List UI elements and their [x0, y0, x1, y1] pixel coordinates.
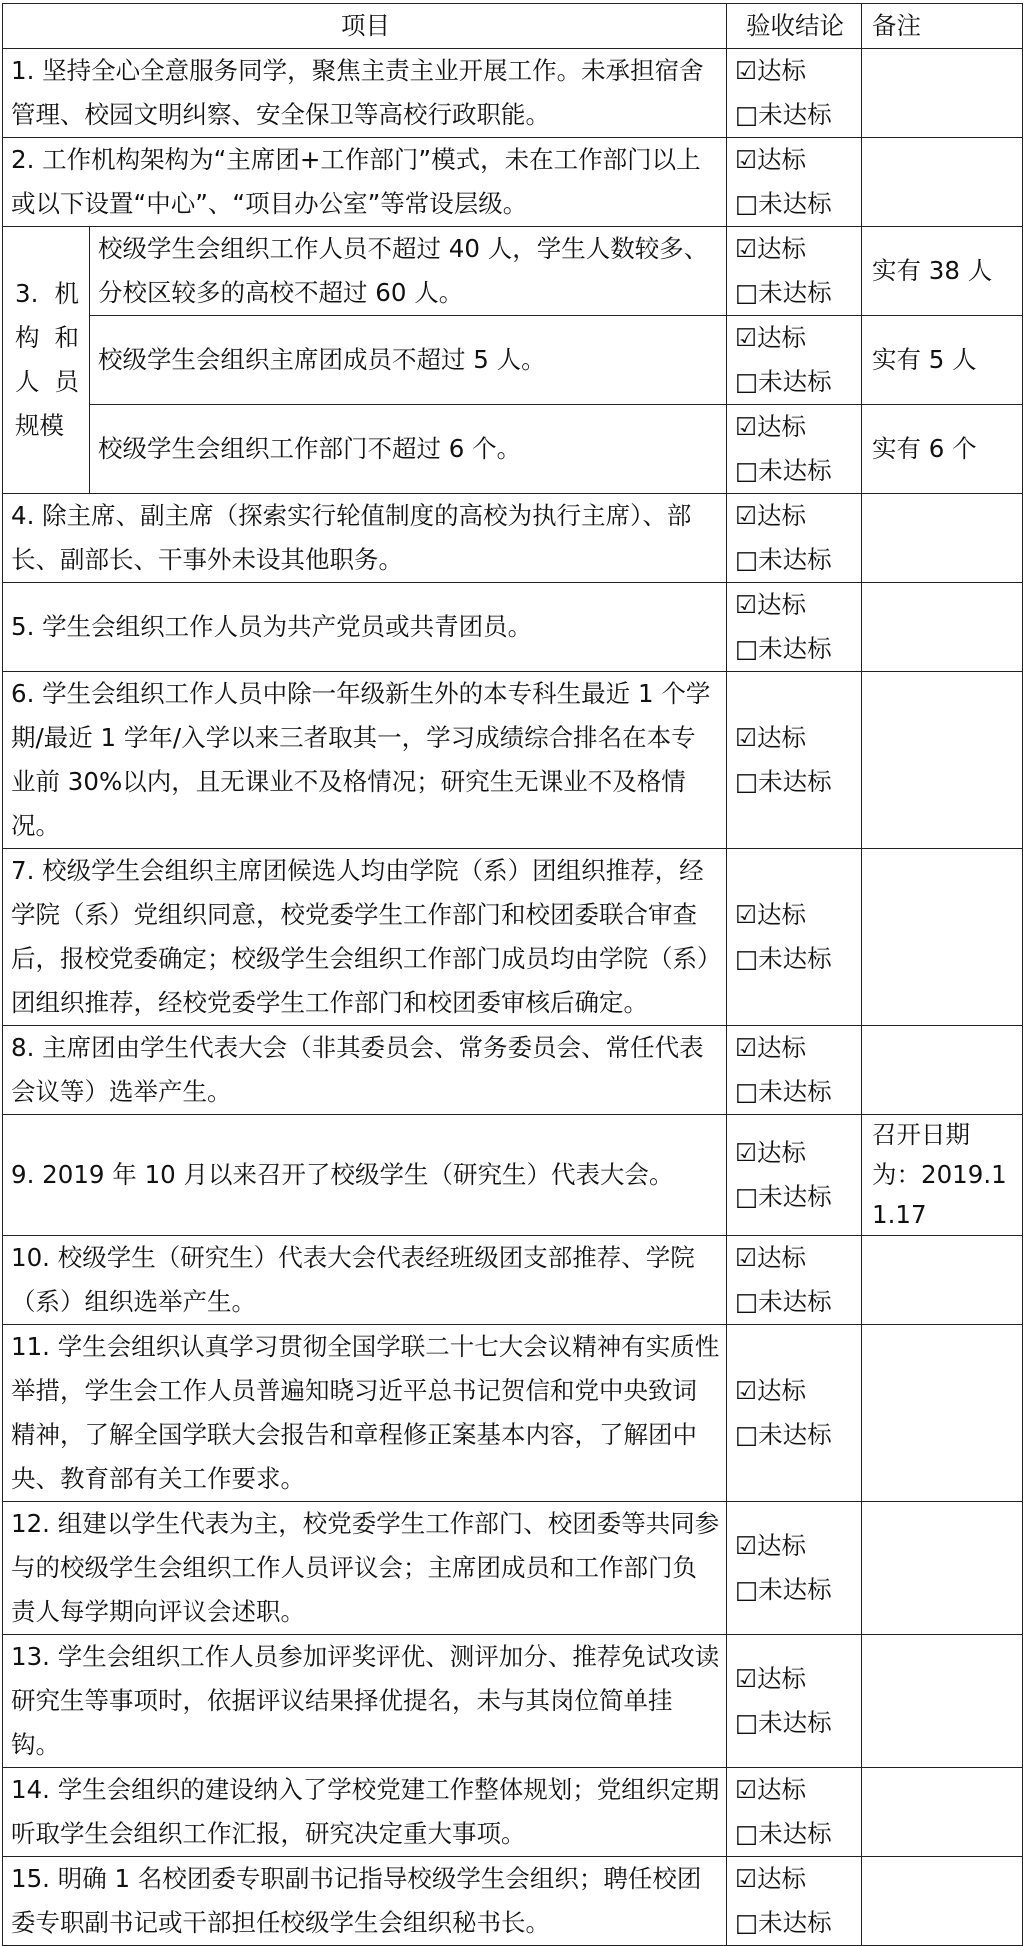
result-cell: [727, 1635, 862, 1768]
note-cell: 召开日期为：2019.11.17: [862, 1115, 1023, 1236]
result-cell: [727, 1236, 862, 1325]
result-cell: [727, 49, 862, 138]
table-row: [3, 405, 1023, 494]
note-cell: [862, 672, 1023, 849]
item-text: 校级学生会组织主席团成员不超过 5 人。: [90, 316, 727, 405]
table-row: [3, 1115, 1023, 1236]
note-cell: [862, 1635, 1023, 1768]
table-row: [3, 49, 1023, 138]
result-cell: [727, 227, 862, 316]
checkbox-pass[interactable]: ☑达标: [735, 1243, 806, 1272]
result-cell: [727, 1115, 862, 1236]
table-row: [3, 227, 1023, 316]
checkbox-pass[interactable]: ☑达标: [735, 590, 806, 619]
group-3-label-line: 人 员: [15, 367, 79, 396]
item-text: 15. 明确 1 名校团委专职副书记指导校级学生会组织；聘任校团委专职副书记或干部担任校级学生会组织秘书长。: [3, 1857, 727, 1946]
checkbox-fail[interactable]: □未达标: [735, 1819, 832, 1848]
checkbox-pass[interactable]: ☑达标: [735, 56, 806, 85]
checkbox-fail[interactable]: □未达标: [735, 1077, 832, 1106]
checkbox-fail[interactable]: □未达标: [735, 278, 832, 307]
item-text: 6. 学生会组织工作人员中除一年级新生外的本专科生最近 1 个学期/最近 1 学年/入学以来三者取其一，学习成绩综合排名在本专业前 30%以内，且无课业不及格情况；研究生无课业不及格情况。: [3, 672, 727, 849]
table-row: [3, 494, 1023, 583]
checkbox-fail[interactable]: □未达标: [735, 100, 832, 129]
item-text: 12. 组建以学生代表为主，校党委学生工作部门、校团委等共同参与的校级学生会组织工作人员评议会；主席团成员和工作部门负责人每学期向评议会述职。: [3, 1502, 727, 1635]
note-cell: 实有 6 个: [862, 405, 1023, 494]
group-3-label: [3, 227, 90, 494]
result-cell: [727, 1026, 862, 1115]
result-cell: [727, 494, 862, 583]
note-cell: [862, 1857, 1023, 1946]
note-cell: [862, 1026, 1023, 1115]
table-row: [3, 849, 1023, 1026]
checkbox-pass[interactable]: ☑达标: [735, 1376, 806, 1405]
result-cell: [727, 405, 862, 494]
note-cell: 实有 38 人: [862, 227, 1023, 316]
checkbox-pass[interactable]: ☑达标: [735, 723, 806, 752]
note-cell: [862, 1325, 1023, 1502]
item-text: 校级学生会组织工作部门不超过 6 个。: [90, 405, 727, 494]
item-text: 5. 学生会组织工作人员为共产党员或共青团员。: [3, 583, 727, 672]
checkbox-fail[interactable]: □未达标: [735, 634, 832, 663]
checkbox-fail[interactable]: □未达标: [735, 367, 832, 396]
item-text: 11. 学生会组织认真学习贯彻全国学联二十七大会议精神有实质性举措，学生会工作人员普遍知晓习近平总书记贺信和党中央致词精神，了解全国学联大会报告和章程修正案基本内容，了解团中央、教育部有关工作要求。: [3, 1325, 727, 1502]
result-cell: [727, 138, 862, 227]
item-text: 10. 校级学生（研究生）代表大会代表经班级团支部推荐、学院（系）组织选举产生。: [3, 1236, 727, 1325]
item-text: 2. 工作机构架构为“主席团+工作部门”模式，未在工作部门以上或以下设置“中心”、“项目办公室”等常设层级。: [3, 138, 727, 227]
checkbox-pass[interactable]: ☑达标: [735, 1775, 806, 1804]
table-row: [3, 672, 1023, 849]
checkbox-pass[interactable]: ☑达标: [735, 323, 806, 352]
checkbox-fail[interactable]: □未达标: [735, 944, 832, 973]
note-cell: [862, 1768, 1023, 1857]
result-cell: [727, 1502, 862, 1635]
result-cell: [727, 1857, 862, 1946]
checkbox-pass[interactable]: ☑达标: [735, 234, 806, 263]
checkbox-pass[interactable]: ☑达标: [735, 501, 806, 530]
item-text: 7. 校级学生会组织主席团候选人均由学院（系）团组织推荐，经学院（系）党组织同意，校党委学生工作部门和校团委联合审查后，报校党委确定；校级学生会组织工作部门成员均由学院（系）团组织推荐，经校党委学生工作部门和校团委审核后确定。: [3, 849, 727, 1026]
header-row: [3, 4, 1023, 49]
table-row: [3, 1857, 1023, 1946]
result-cell: [727, 849, 862, 1026]
checkbox-fail[interactable]: □未达标: [735, 545, 832, 574]
item-text: 14. 学生会组织的建设纳入了学校党建工作整体规划；党组织定期听取学生会组织工作汇报，研究决定重大事项。: [3, 1768, 727, 1857]
group-3-label-line: 规模: [15, 411, 64, 440]
checkbox-pass[interactable]: ☑达标: [735, 1033, 806, 1062]
checkbox-fail[interactable]: □未达标: [735, 1182, 832, 1211]
group-3-label-line: 3. 机: [15, 279, 79, 308]
note-cell: [862, 1502, 1023, 1635]
checkbox-fail[interactable]: □未达标: [735, 767, 832, 796]
result-cell: [727, 672, 862, 849]
group-3-label-line: 构 和: [15, 323, 79, 352]
checkbox-pass[interactable]: ☑达标: [735, 1664, 806, 1693]
table-row: [3, 1502, 1023, 1635]
table-row: [3, 138, 1023, 227]
header-item: 项目: [3, 4, 727, 49]
table-row: [3, 316, 1023, 405]
table-row: [3, 1325, 1023, 1502]
checkbox-fail[interactable]: □未达标: [735, 1908, 832, 1937]
result-cell: [727, 583, 862, 672]
result-cell: [727, 1325, 862, 1502]
result-cell: [727, 1768, 862, 1857]
item-text: 8. 主席团由学生代表大会（非其委员会、常务委员会、常任代表会议等）选举产生。: [3, 1026, 727, 1115]
checkbox-fail[interactable]: □未达标: [735, 456, 832, 485]
table-row: [3, 1026, 1023, 1115]
item-text: 校级学生会组织工作人员不超过 40 人，学生人数较多、分校区较多的高校不超过 60 人。: [90, 227, 727, 316]
checkbox-pass[interactable]: ☑达标: [735, 145, 806, 174]
note-cell: [862, 849, 1023, 1026]
item-text: 1. 坚持全心全意服务同学，聚焦主责主业开展工作。未承担宿舍管理、校园文明纠察、安全保卫等高校行政职能。: [3, 49, 727, 138]
checkbox-fail[interactable]: □未达标: [735, 1708, 832, 1737]
checkbox-fail[interactable]: □未达标: [735, 189, 832, 218]
checkbox-fail[interactable]: □未达标: [735, 1287, 832, 1316]
checkbox-pass[interactable]: ☑达标: [735, 412, 806, 441]
item-text: 13. 学生会组织工作人员参加评奖评优、测评加分、推荐免试攻读研究生等事项时，依据评议结果择优提名，未与其岗位简单挂钩。: [3, 1635, 727, 1768]
acceptance-table: [2, 3, 1023, 1946]
result-cell: [727, 316, 862, 405]
checkbox-fail[interactable]: □未达标: [735, 1575, 832, 1604]
checkbox-pass[interactable]: ☑达标: [735, 900, 806, 929]
note-cell: [862, 583, 1023, 672]
table-row: [3, 1768, 1023, 1857]
note-cell: [862, 138, 1023, 227]
note-cell: [862, 1236, 1023, 1325]
header-note: 备注: [862, 4, 1023, 49]
header-result: 验收结论: [727, 4, 862, 49]
note-cell: [862, 49, 1023, 138]
note-cell: [862, 494, 1023, 583]
checkbox-pass[interactable]: ☑达标: [735, 1864, 806, 1893]
item-text: 4. 除主席、副主席（探索实行轮值制度的高校为执行主席）、部长、副部长、干事外未设其他职务。: [3, 494, 727, 583]
table-row: [3, 583, 1023, 672]
table-row: [3, 1236, 1023, 1325]
checkbox-pass[interactable]: ☑达标: [735, 1531, 806, 1560]
note-cell: 实有 5 人: [862, 316, 1023, 405]
checkbox-pass[interactable]: ☑达标: [735, 1138, 806, 1167]
item-text: 9. 2019 年 10 月以来召开了校级学生（研究生）代表大会。: [3, 1115, 727, 1236]
checkbox-fail[interactable]: □未达标: [735, 1420, 832, 1449]
table-row: [3, 1635, 1023, 1768]
